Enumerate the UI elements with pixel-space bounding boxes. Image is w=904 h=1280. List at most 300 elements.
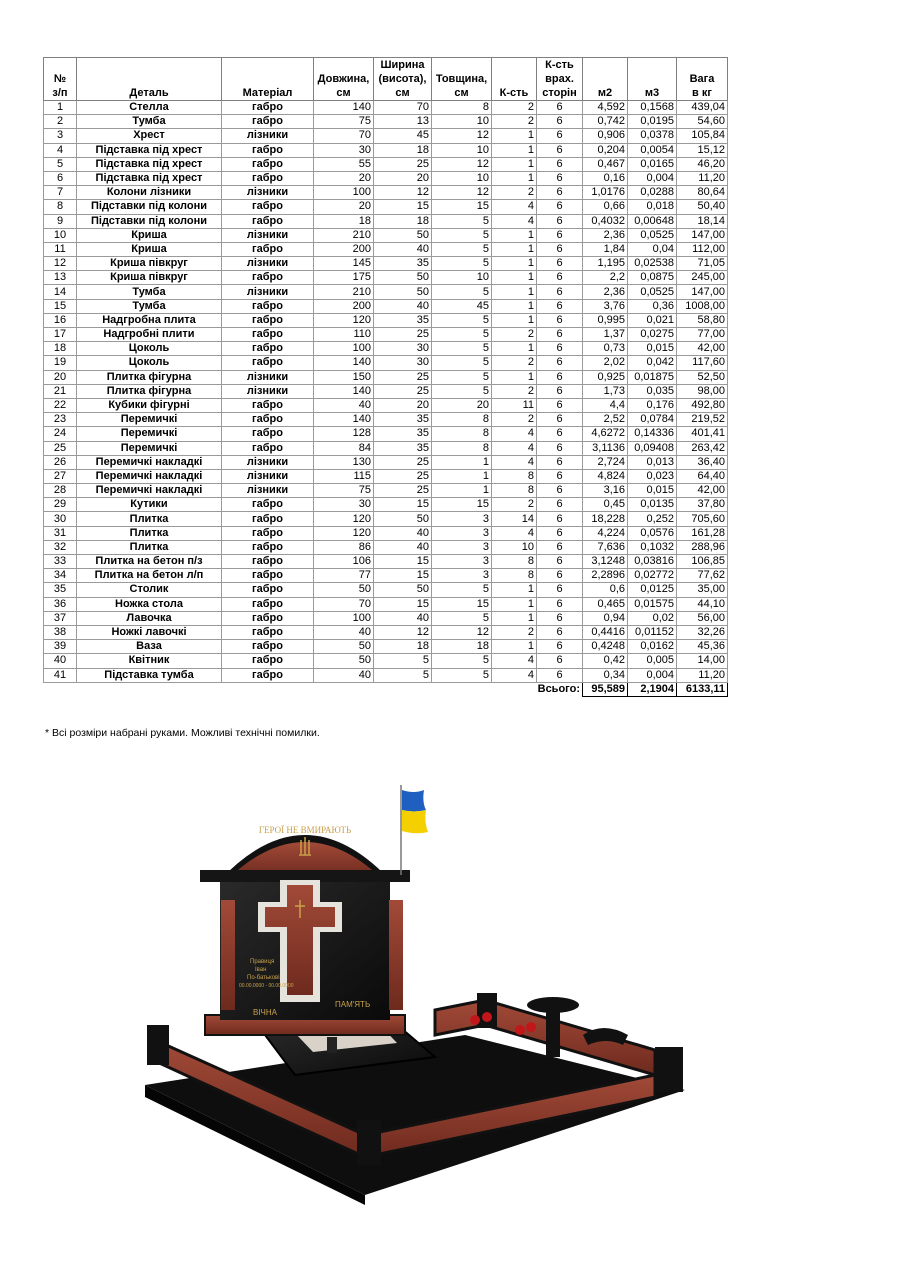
length-cell: 210 bbox=[314, 228, 374, 242]
thickness-cell: 5 bbox=[432, 242, 492, 256]
volume-m3-cell: 0,04 bbox=[628, 242, 677, 256]
length-cell: 210 bbox=[314, 285, 374, 299]
part-name-cell: Столик bbox=[77, 583, 222, 597]
material-cell: габро bbox=[222, 441, 314, 455]
width-cell: 20 bbox=[374, 398, 432, 412]
weight-kg-cell: 50,40 bbox=[677, 200, 728, 214]
length-cell: 100 bbox=[314, 611, 374, 625]
volume-m3-cell: 0,0135 bbox=[628, 498, 677, 512]
thickness-cell: 8 bbox=[432, 413, 492, 427]
sides-cell: 6 bbox=[537, 597, 583, 611]
length-cell: 77 bbox=[314, 569, 374, 583]
width-cell: 15 bbox=[374, 200, 432, 214]
sides-cell: 6 bbox=[537, 342, 583, 356]
length-cell: 100 bbox=[314, 186, 374, 200]
thickness-cell: 1 bbox=[432, 469, 492, 483]
volume-m3-cell: 0,176 bbox=[628, 398, 677, 412]
thickness-cell: 15 bbox=[432, 200, 492, 214]
quantity-cell: 8 bbox=[492, 484, 537, 498]
table-row bbox=[44, 129, 728, 143]
area-m2-cell: 2,2 bbox=[583, 271, 628, 285]
sides-cell: 6 bbox=[537, 540, 583, 554]
row-number-cell: 38 bbox=[44, 625, 77, 639]
table-header-row bbox=[44, 58, 728, 101]
width-cell: 25 bbox=[374, 157, 432, 171]
totals-label: Всього: bbox=[537, 683, 580, 696]
volume-m3-cell: 0,0195 bbox=[628, 115, 677, 129]
part-name-cell: Криша bbox=[77, 242, 222, 256]
sides-cell: 6 bbox=[537, 654, 583, 668]
area-m2-cell: 0,42 bbox=[583, 654, 628, 668]
sides-cell: 6 bbox=[537, 129, 583, 143]
quantity-cell: 1 bbox=[492, 611, 537, 625]
thickness-cell: 18 bbox=[432, 640, 492, 654]
weight-kg-cell: 161,28 bbox=[677, 526, 728, 540]
quantity-cell: 2 bbox=[492, 328, 537, 342]
plaque-line-3: По-батькові bbox=[247, 975, 280, 981]
part-name-cell: Перемичкі накладкі bbox=[77, 484, 222, 498]
table-row bbox=[44, 597, 728, 611]
thickness-cell: 10 bbox=[432, 115, 492, 129]
quantity-cell: 4 bbox=[492, 214, 537, 228]
volume-m3-cell: 0,004 bbox=[628, 171, 677, 185]
thickness-cell: 15 bbox=[432, 498, 492, 512]
width-cell: 50 bbox=[374, 271, 432, 285]
part-name-cell: Плитка bbox=[77, 526, 222, 540]
table-row bbox=[44, 313, 728, 327]
thickness-cell: 5 bbox=[432, 313, 492, 327]
thickness-cell: 3 bbox=[432, 555, 492, 569]
flower bbox=[526, 1022, 536, 1032]
table-row bbox=[44, 200, 728, 214]
volume-m3-cell: 0,0525 bbox=[628, 285, 677, 299]
thickness-cell: 5 bbox=[432, 214, 492, 228]
sides-cell: 6 bbox=[537, 583, 583, 597]
material-cell: лізники bbox=[222, 469, 314, 483]
part-name-cell: Підставки під колони bbox=[77, 214, 222, 228]
table-row bbox=[44, 640, 728, 654]
row-number-cell: 2 bbox=[44, 115, 77, 129]
column-header bbox=[583, 58, 628, 101]
length-cell: 175 bbox=[314, 271, 374, 285]
material-cell: габро bbox=[222, 356, 314, 370]
weight-kg-cell: 18,14 bbox=[677, 214, 728, 228]
quantity-cell: 1 bbox=[492, 313, 537, 327]
weight-kg-cell: 35,00 bbox=[677, 583, 728, 597]
material-cell: лізники bbox=[222, 455, 314, 469]
column-header-line: см bbox=[395, 87, 410, 99]
width-cell: 35 bbox=[374, 413, 432, 427]
volume-m3-cell: 0,02772 bbox=[628, 569, 677, 583]
area-m2-cell: 0,467 bbox=[583, 157, 628, 171]
length-cell: 140 bbox=[314, 356, 374, 370]
part-name-cell: Стелла bbox=[77, 101, 222, 115]
area-m2-cell: 0,45 bbox=[583, 498, 628, 512]
thickness-cell: 5 bbox=[432, 654, 492, 668]
thickness-cell: 15 bbox=[432, 597, 492, 611]
area-m2-cell: 4,824 bbox=[583, 469, 628, 483]
sides-cell: 6 bbox=[537, 640, 583, 654]
weight-kg-cell: 37,80 bbox=[677, 498, 728, 512]
length-cell: 120 bbox=[314, 526, 374, 540]
table-row bbox=[44, 242, 728, 256]
width-cell: 70 bbox=[374, 101, 432, 115]
row-number-cell: 9 bbox=[44, 214, 77, 228]
part-name-cell: Надгробні плити bbox=[77, 328, 222, 342]
material-cell: габро bbox=[222, 625, 314, 639]
weight-kg-cell: 64,40 bbox=[677, 469, 728, 483]
part-name-cell: Кубики фігурні bbox=[77, 398, 222, 412]
table-row bbox=[44, 328, 728, 342]
length-cell: 50 bbox=[314, 640, 374, 654]
flower bbox=[482, 1012, 492, 1022]
weight-kg-cell: 112,00 bbox=[677, 242, 728, 256]
column-header-line: К-сть bbox=[545, 59, 574, 71]
width-cell: 18 bbox=[374, 143, 432, 157]
material-cell: габро bbox=[222, 299, 314, 313]
area-m2-cell: 7,636 bbox=[583, 540, 628, 554]
thickness-cell: 3 bbox=[432, 526, 492, 540]
sides-cell: 6 bbox=[537, 370, 583, 384]
width-cell: 15 bbox=[374, 597, 432, 611]
volume-m3-cell: 0,0165 bbox=[628, 157, 677, 171]
table-row bbox=[44, 469, 728, 483]
sides-cell: 6 bbox=[537, 498, 583, 512]
area-m2-cell: 0,204 bbox=[583, 143, 628, 157]
volume-m3-cell: 0,01875 bbox=[628, 370, 677, 384]
area-m2-cell: 3,1248 bbox=[583, 555, 628, 569]
weight-kg-cell: 492,80 bbox=[677, 398, 728, 412]
length-cell: 106 bbox=[314, 555, 374, 569]
sides-cell: 6 bbox=[537, 157, 583, 171]
column-left bbox=[221, 900, 235, 1010]
length-cell: 140 bbox=[314, 101, 374, 115]
material-cell: габро bbox=[222, 342, 314, 356]
row-number-cell: 15 bbox=[44, 299, 77, 313]
table-row bbox=[44, 540, 728, 554]
row-number-cell: 8 bbox=[44, 200, 77, 214]
table-row bbox=[44, 611, 728, 625]
weight-kg-cell: 117,60 bbox=[677, 356, 728, 370]
width-cell: 35 bbox=[374, 257, 432, 271]
material-cell: габро bbox=[222, 200, 314, 214]
weight-kg-cell: 56,00 bbox=[677, 611, 728, 625]
quantity-cell: 2 bbox=[492, 186, 537, 200]
width-cell: 5 bbox=[374, 668, 432, 682]
length-cell: 86 bbox=[314, 540, 374, 554]
sides-cell: 6 bbox=[537, 356, 583, 370]
volume-m3-cell: 0,01575 bbox=[628, 597, 677, 611]
area-m2-cell: 3,76 bbox=[583, 299, 628, 313]
length-cell: 40 bbox=[314, 668, 374, 682]
column-header bbox=[222, 58, 314, 101]
width-cell: 15 bbox=[374, 569, 432, 583]
totals-row bbox=[44, 682, 728, 696]
width-cell: 25 bbox=[374, 455, 432, 469]
quantity-cell: 4 bbox=[492, 654, 537, 668]
row-number-cell: 6 bbox=[44, 171, 77, 185]
part-name-cell: Підставка під хрест bbox=[77, 143, 222, 157]
area-m2-cell: 1,195 bbox=[583, 257, 628, 271]
part-name-cell: Плитка на бетон п/з bbox=[77, 555, 222, 569]
column-header-line: см bbox=[454, 87, 469, 99]
table-row bbox=[44, 115, 728, 129]
weight-kg-cell: 42,00 bbox=[677, 484, 728, 498]
material-cell: габро bbox=[222, 143, 314, 157]
column-header-line: в кг bbox=[692, 87, 712, 99]
row-number-cell: 19 bbox=[44, 356, 77, 370]
width-cell: 35 bbox=[374, 313, 432, 327]
parts-table-wrapper bbox=[43, 57, 728, 697]
thickness-cell: 5 bbox=[432, 342, 492, 356]
part-name-cell: Перемичкі bbox=[77, 413, 222, 427]
column-header-line: врах. bbox=[545, 73, 574, 85]
row-number-cell: 41 bbox=[44, 668, 77, 682]
length-cell: 84 bbox=[314, 441, 374, 455]
table-row bbox=[44, 583, 728, 597]
row-number-cell: 22 bbox=[44, 398, 77, 412]
thickness-cell: 5 bbox=[432, 356, 492, 370]
part-name-cell: Підставки під колони bbox=[77, 200, 222, 214]
width-cell: 50 bbox=[374, 512, 432, 526]
quantity-cell: 2 bbox=[492, 115, 537, 129]
quantity-cell: 4 bbox=[492, 427, 537, 441]
area-m2-cell: 1,73 bbox=[583, 384, 628, 398]
thickness-cell: 5 bbox=[432, 384, 492, 398]
material-cell: лізники bbox=[222, 257, 314, 271]
column-header-line: м2 bbox=[597, 87, 613, 99]
material-cell: лізники bbox=[222, 228, 314, 242]
column-header-line: Вага bbox=[689, 73, 715, 85]
part-name-cell: Підставка під хрест bbox=[77, 157, 222, 171]
thickness-cell: 12 bbox=[432, 129, 492, 143]
volume-m3-cell: 0,0125 bbox=[628, 583, 677, 597]
weight-kg-cell: 11,20 bbox=[677, 171, 728, 185]
volume-m3-cell: 0,0378 bbox=[628, 129, 677, 143]
thickness-cell: 5 bbox=[432, 611, 492, 625]
quantity-cell: 2 bbox=[492, 356, 537, 370]
part-name-cell: Перемичкі bbox=[77, 427, 222, 441]
material-cell: лізники bbox=[222, 384, 314, 398]
material-cell: габро bbox=[222, 214, 314, 228]
row-number-cell: 17 bbox=[44, 328, 77, 342]
quantity-cell: 2 bbox=[492, 413, 537, 427]
quantity-cell: 14 bbox=[492, 512, 537, 526]
column-header-line: Довжина, bbox=[317, 73, 370, 85]
volume-m3-cell: 0,0288 bbox=[628, 186, 677, 200]
column-header-line: Ширина bbox=[380, 59, 425, 71]
material-cell: габро bbox=[222, 512, 314, 526]
material-cell: габро bbox=[222, 328, 314, 342]
column-header bbox=[677, 58, 728, 101]
part-name-cell: Перемичкі накладкі bbox=[77, 455, 222, 469]
row-number-cell: 31 bbox=[44, 526, 77, 540]
table-row bbox=[44, 271, 728, 285]
quantity-cell: 1 bbox=[492, 370, 537, 384]
sides-cell: 6 bbox=[537, 271, 583, 285]
table-row bbox=[44, 569, 728, 583]
volume-m3-cell: 0,03816 bbox=[628, 555, 677, 569]
quantity-cell: 4 bbox=[492, 455, 537, 469]
thickness-cell: 3 bbox=[432, 512, 492, 526]
inscription-right: ПАМ'ЯТЬ bbox=[335, 1000, 371, 1009]
volume-m3-cell: 0,023 bbox=[628, 469, 677, 483]
quantity-cell: 4 bbox=[492, 526, 537, 540]
weight-kg-cell: 71,05 bbox=[677, 257, 728, 271]
row-number-cell: 40 bbox=[44, 654, 77, 668]
row-number-cell: 28 bbox=[44, 484, 77, 498]
area-m2-cell: 0,73 bbox=[583, 342, 628, 356]
thickness-cell: 8 bbox=[432, 101, 492, 115]
column-header bbox=[628, 58, 677, 101]
quantity-cell: 8 bbox=[492, 569, 537, 583]
volume-m3-cell: 0,004 bbox=[628, 668, 677, 682]
width-cell: 45 bbox=[374, 129, 432, 143]
row-number-cell: 39 bbox=[44, 640, 77, 654]
width-cell: 15 bbox=[374, 498, 432, 512]
weight-kg-cell: 58,80 bbox=[677, 313, 728, 327]
width-cell: 40 bbox=[374, 299, 432, 313]
sides-cell: 6 bbox=[537, 285, 583, 299]
table-row bbox=[44, 555, 728, 569]
area-m2-cell: 4,6272 bbox=[583, 427, 628, 441]
sides-cell: 6 bbox=[537, 441, 583, 455]
thickness-cell: 1 bbox=[432, 484, 492, 498]
row-number-cell: 16 bbox=[44, 313, 77, 327]
plaque-line-4: 00.00.0000 - 00.00.0000 bbox=[239, 983, 294, 989]
table-row bbox=[44, 654, 728, 668]
material-cell: габро bbox=[222, 540, 314, 554]
weight-kg-cell: 52,50 bbox=[677, 370, 728, 384]
part-name-cell: Цоколь bbox=[77, 342, 222, 356]
table-row bbox=[44, 668, 728, 682]
row-number-cell: 4 bbox=[44, 143, 77, 157]
sides-cell: 6 bbox=[537, 299, 583, 313]
sides-cell: 6 bbox=[537, 143, 583, 157]
row-number-cell: 35 bbox=[44, 583, 77, 597]
material-cell: габро bbox=[222, 157, 314, 171]
column-header bbox=[492, 58, 537, 101]
table-row bbox=[44, 171, 728, 185]
weight-kg-cell: 80,64 bbox=[677, 186, 728, 200]
table-row bbox=[44, 285, 728, 299]
part-name-cell: Тумба bbox=[77, 115, 222, 129]
volume-m3-cell: 0,02 bbox=[628, 611, 677, 625]
thickness-cell: 10 bbox=[432, 271, 492, 285]
sides-cell: 6 bbox=[537, 455, 583, 469]
sides-cell: 6 bbox=[537, 569, 583, 583]
area-m2-cell: 1,0176 bbox=[583, 186, 628, 200]
part-name-cell: Криша півкруг bbox=[77, 271, 222, 285]
volume-m3-cell: 0,02538 bbox=[628, 257, 677, 271]
area-m2-cell: 2,2896 bbox=[583, 569, 628, 583]
quantity-cell: 8 bbox=[492, 469, 537, 483]
weight-kg-cell: 98,00 bbox=[677, 384, 728, 398]
material-cell: габро bbox=[222, 427, 314, 441]
post-front bbox=[357, 1120, 381, 1165]
column-header bbox=[432, 58, 492, 101]
material-cell: габро bbox=[222, 668, 314, 682]
part-name-cell: Підставка під хрест bbox=[77, 171, 222, 185]
area-m2-cell: 4,224 bbox=[583, 526, 628, 540]
vase bbox=[327, 1037, 337, 1053]
sides-cell: 6 bbox=[537, 214, 583, 228]
column-right bbox=[389, 900, 403, 1010]
width-cell: 50 bbox=[374, 285, 432, 299]
width-cell: 12 bbox=[374, 625, 432, 639]
flower bbox=[515, 1025, 525, 1035]
weight-kg-cell: 42,00 bbox=[677, 342, 728, 356]
column-header-line: К-сть bbox=[499, 87, 529, 99]
thickness-cell: 8 bbox=[432, 441, 492, 455]
row-number-cell: 25 bbox=[44, 441, 77, 455]
weight-kg-cell: 44,10 bbox=[677, 597, 728, 611]
column-header bbox=[44, 58, 77, 101]
part-name-cell: Плитка фігурна bbox=[77, 384, 222, 398]
volume-m3-cell: 0,035 bbox=[628, 384, 677, 398]
thickness-cell: 5 bbox=[432, 257, 492, 271]
table-row bbox=[44, 384, 728, 398]
quantity-cell: 2 bbox=[492, 625, 537, 639]
quantity-cell: 1 bbox=[492, 299, 537, 313]
table-row bbox=[44, 228, 728, 242]
volume-m3-cell: 0,0784 bbox=[628, 413, 677, 427]
part-name-cell: Ваза bbox=[77, 640, 222, 654]
thickness-cell: 5 bbox=[432, 228, 492, 242]
row-number-cell: 1 bbox=[44, 101, 77, 115]
length-cell: 120 bbox=[314, 313, 374, 327]
volume-m3-cell: 0,042 bbox=[628, 356, 677, 370]
length-cell: 128 bbox=[314, 427, 374, 441]
length-cell: 20 bbox=[314, 200, 374, 214]
thickness-cell: 10 bbox=[432, 171, 492, 185]
quantity-cell: 11 bbox=[492, 398, 537, 412]
thickness-cell: 5 bbox=[432, 668, 492, 682]
part-name-cell: Лавочка bbox=[77, 611, 222, 625]
weight-kg-cell: 219,52 bbox=[677, 413, 728, 427]
length-cell: 70 bbox=[314, 597, 374, 611]
material-cell: лізники bbox=[222, 129, 314, 143]
quantity-cell: 2 bbox=[492, 101, 537, 115]
column-header-line: Матеріал bbox=[242, 87, 293, 99]
part-name-cell: Перемичкі bbox=[77, 441, 222, 455]
width-cell: 25 bbox=[374, 469, 432, 483]
width-cell: 50 bbox=[374, 583, 432, 597]
volume-m3-cell: 0,021 bbox=[628, 313, 677, 327]
volume-m3-cell: 0,09408 bbox=[628, 441, 677, 455]
volume-m3-cell: 0,0162 bbox=[628, 640, 677, 654]
weight-kg-cell: 245,00 bbox=[677, 271, 728, 285]
weight-kg-cell: 46,20 bbox=[677, 157, 728, 171]
volume-m3-cell: 0,0525 bbox=[628, 228, 677, 242]
thickness-cell: 1 bbox=[432, 455, 492, 469]
thickness-cell: 20 bbox=[432, 398, 492, 412]
volume-m3-cell: 0,01152 bbox=[628, 625, 677, 639]
weight-kg-cell: 54,60 bbox=[677, 115, 728, 129]
table-row bbox=[44, 157, 728, 171]
quantity-cell: 4 bbox=[492, 441, 537, 455]
width-cell: 35 bbox=[374, 441, 432, 455]
volume-m3-cell: 0,14336 bbox=[628, 427, 677, 441]
length-cell: 115 bbox=[314, 469, 374, 483]
row-number-cell: 30 bbox=[44, 512, 77, 526]
quantity-cell: 1 bbox=[492, 583, 537, 597]
area-m2-cell: 2,02 bbox=[583, 356, 628, 370]
area-m2-cell: 2,724 bbox=[583, 455, 628, 469]
disclaimer-note: * Всі розміри набрані руками. Можливі технічні помилки. bbox=[45, 727, 320, 739]
part-name-cell: Плитка bbox=[77, 512, 222, 526]
part-name-cell: Плитка bbox=[77, 540, 222, 554]
